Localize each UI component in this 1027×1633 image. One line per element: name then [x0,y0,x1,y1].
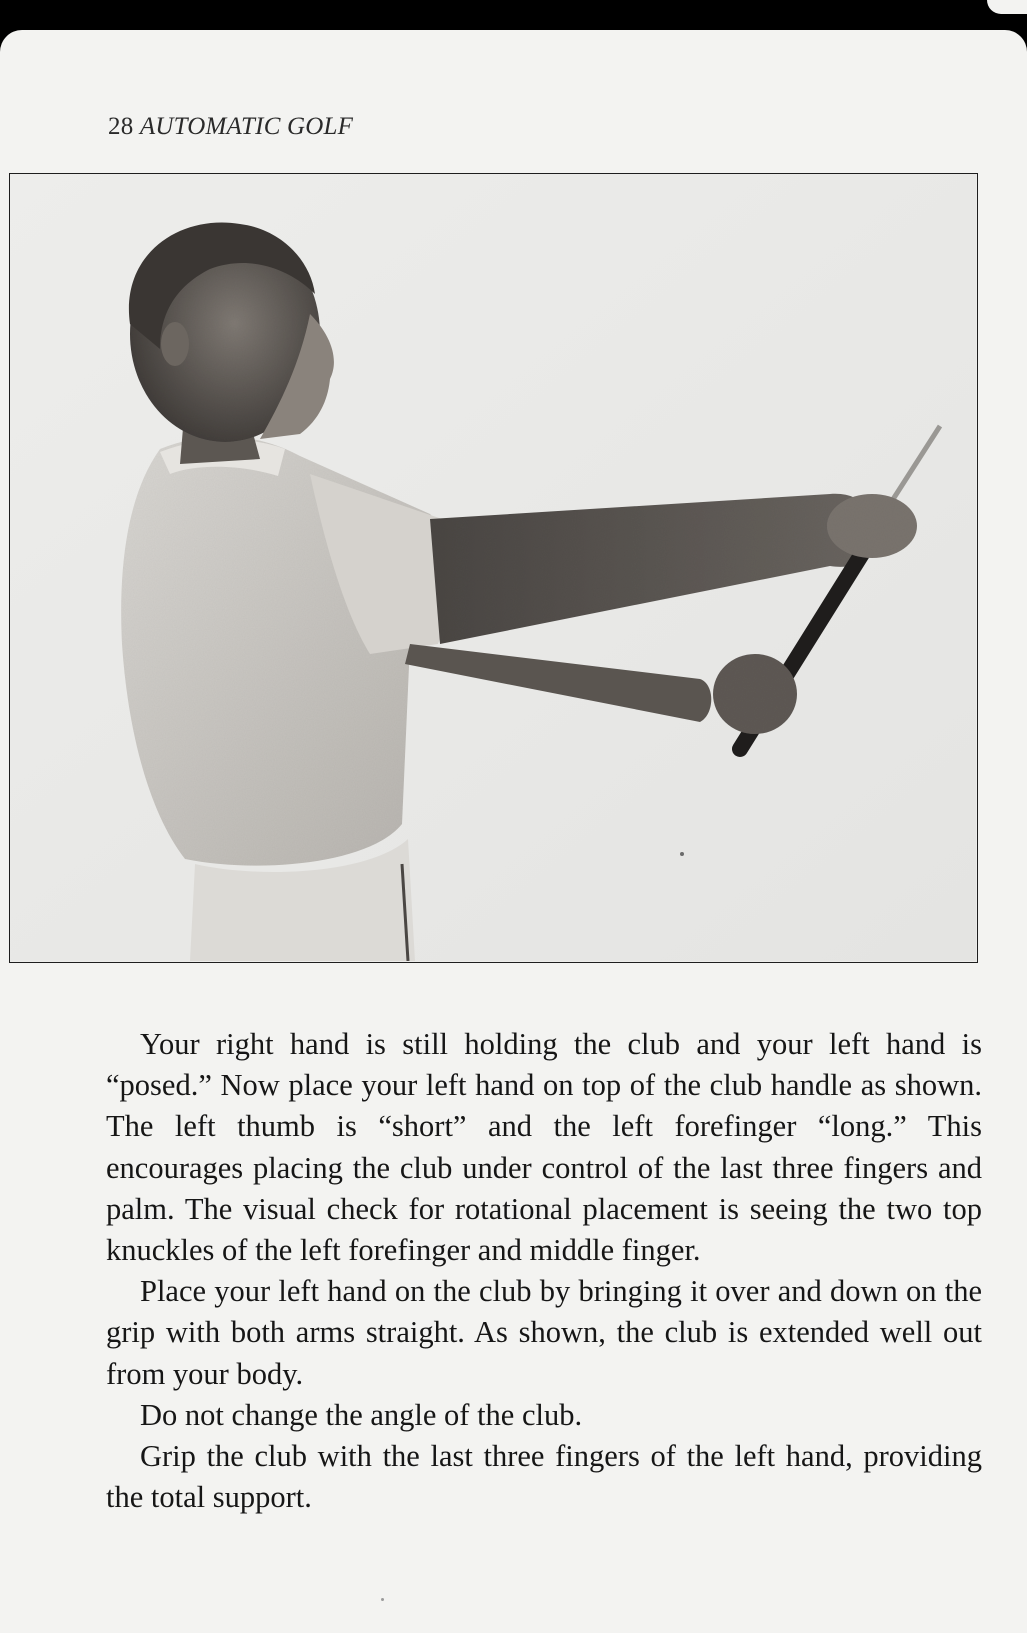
page-number: 28 [108,113,134,140]
paragraph-2: Place your left hand on the club by bringing it over and down on the grip with both arms straight. As shown, the club is extended well out from your body. [106,1274,982,1391]
body-text [106,1024,982,1518]
shirt-shape [121,436,445,865]
left-hand [713,654,797,734]
paragraph-4: Grip the club with the last three fingers of the left hand, providing the total support. [106,1439,982,1515]
paragraph-1: Your right hand is still holding the club and your left hand is “posed.” Now place your left hand on top of the club handle as shown. The left thumb is “short” and the left forefinger “long.” This encourages placing the club under control of the last three fingers and palm. The visual check for rotational placement is seeing the two top knuckles of the left forefinger and middle finger. [106,1027,982,1268]
figure-photo [9,173,978,963]
page-speck [381,1598,384,1601]
ear-shape [161,322,189,366]
running-head [108,113,353,141]
top-bar [0,0,1027,30]
book-title: AUTOMATIC GOLF [139,113,354,140]
golfer-photo-illustration [10,174,976,961]
top-bar-edge [987,0,1027,14]
right-hand [827,494,917,558]
paragraph-3: Do not change the angle of the club. [140,1397,583,1432]
